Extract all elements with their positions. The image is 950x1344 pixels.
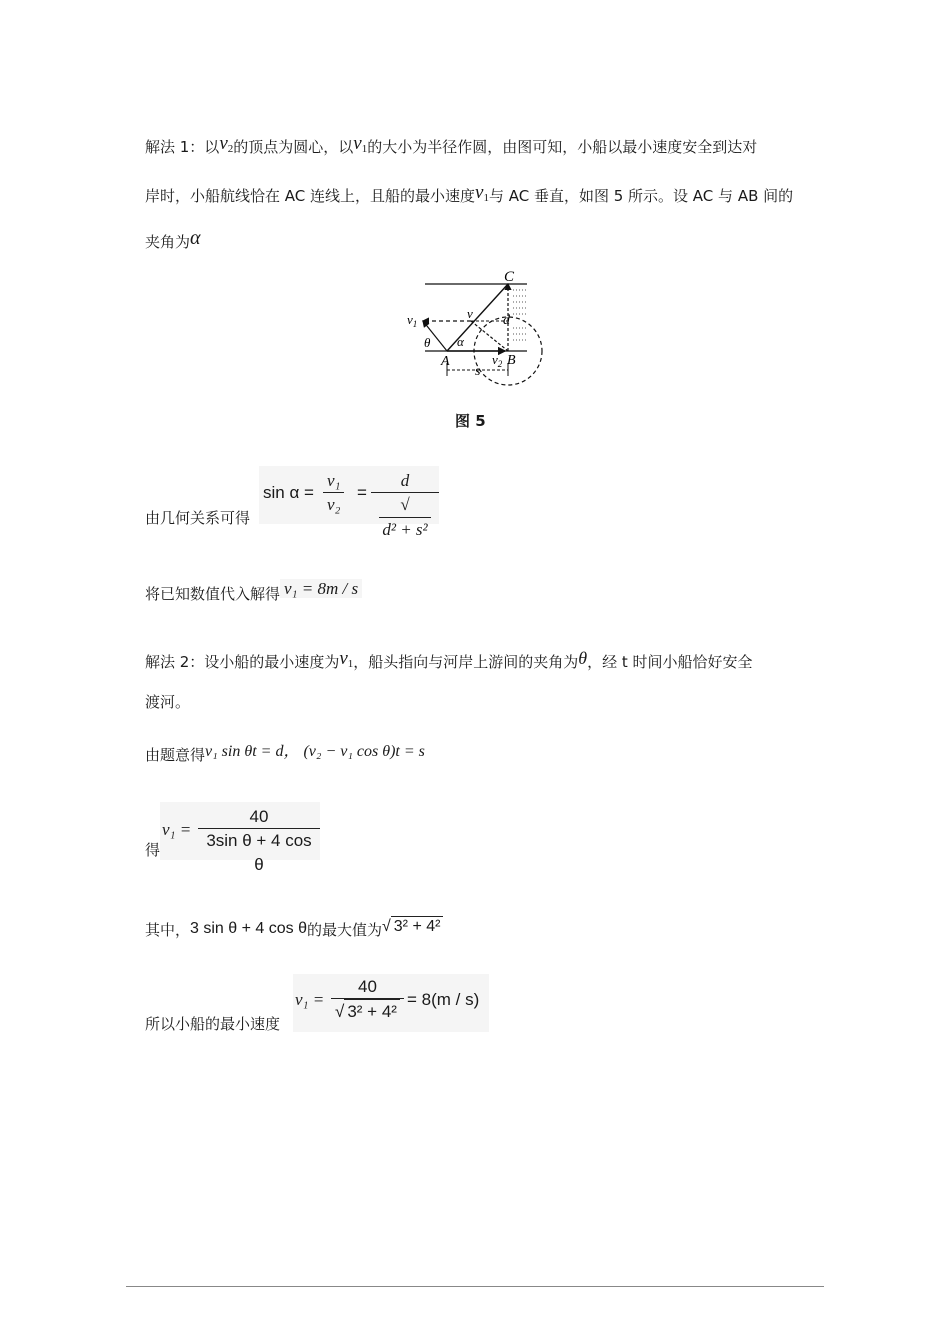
hatch-marks	[513, 290, 527, 340]
subscript: 1	[361, 143, 368, 155]
text-span: 的最大值为	[306, 921, 382, 939]
fraction-denominator: 3sin θ + 4 cos θ	[206, 831, 312, 874]
v-letter: v	[475, 182, 484, 203]
sqrt-content: 3² + 4²	[344, 999, 400, 1024]
label-alpha: α	[457, 334, 464, 349]
eq4-fraction	[198, 806, 320, 877]
eq6-prefix: 所以小船的最小速度	[145, 1015, 281, 1033]
text-span: 岸时，小船航线恰在 AC 连线上，且船的最小速度	[145, 187, 476, 205]
label-v2: $v_2$	[492, 352, 503, 369]
text-span: 的顶点为圆心，以	[233, 138, 354, 156]
v1-symbol	[353, 133, 367, 154]
eq5-expression: 3 sin θ + 4 cos θ	[190, 920, 307, 937]
eq5-root: √ 3² + 4²	[382, 918, 443, 935]
eq2-line	[145, 579, 362, 604]
eq1-prefix: 由几何关系可得	[145, 509, 251, 527]
text-span: ，经 t 时间小船恰好安全	[587, 653, 753, 671]
text-span: 由题意得	[145, 746, 206, 764]
fraction-numerator: d	[371, 470, 439, 493]
subscript: 1	[483, 192, 489, 204]
text-span: 解法 1：以	[145, 138, 220, 156]
text-span: 其中，	[145, 921, 191, 939]
eq5-line	[145, 916, 443, 940]
v-letter: v	[353, 133, 362, 154]
method1-line2	[145, 183, 793, 208]
alpha-symbol: α	[190, 227, 201, 249]
eq1-fraction2	[371, 470, 439, 542]
eq2-formula: v₁ = 8m / s	[280, 579, 362, 598]
fraction-denominator: v₂	[327, 495, 341, 514]
v1-symbol	[475, 182, 489, 203]
label-d: d	[503, 313, 510, 328]
eq3-formula: v₁ sin θt = d， (v₂ − v₁ cos θ)t = s	[205, 743, 425, 760]
sqrt-content: 3² + 4²	[391, 916, 444, 937]
figure-5-diagram	[405, 268, 550, 393]
eq1-formula	[259, 466, 439, 539]
theta-symbol: θ	[578, 648, 588, 668]
v-letter: v	[219, 133, 228, 154]
fraction-numerator: 40	[331, 976, 404, 999]
text-span: 与 AC 垂直，如图 5 所示。设 AC 与 AB 间的	[488, 187, 794, 205]
subscript: 2	[227, 143, 234, 155]
eq1-lhs: sin α =	[263, 483, 314, 502]
eq4-lhs: v₁ =	[162, 820, 192, 839]
method2-line1	[145, 648, 753, 674]
label-v: v	[467, 306, 473, 321]
label-A: A	[441, 354, 450, 369]
text-span: 的大小为半径作圆，由图可知，小船以最小速度安全到达对	[367, 138, 758, 156]
v1-symbol	[339, 648, 353, 669]
label-B: B	[507, 353, 516, 368]
eq3-line	[145, 742, 425, 765]
eq1-fraction1	[323, 470, 344, 517]
subscript: 1	[347, 658, 354, 670]
eq4-prefix: 得	[145, 841, 161, 859]
eq6-formula	[293, 974, 489, 1032]
fraction-denominator: √ 3² + 4²	[331, 999, 404, 1024]
eq6-fraction	[331, 976, 404, 1024]
fraction-denominator: √d² + s²	[371, 493, 439, 542]
eq4-formula	[160, 802, 320, 874]
label-C: C	[504, 269, 515, 285]
text-span: 将已知数值代入解得	[145, 585, 281, 603]
figure-caption: 图 5	[455, 412, 486, 430]
text-span: ，船头指向与河岸上游间的夹角为	[353, 653, 579, 671]
method2-line2: 渡河。	[145, 693, 191, 711]
footer-rule	[126, 1286, 824, 1287]
eq6-lhs: v₁ =	[295, 990, 325, 1009]
label-v1: $v_1$	[407, 312, 418, 329]
label-theta: θ	[424, 335, 431, 350]
label-s: s	[475, 364, 481, 379]
fraction-numerator: v₁	[323, 470, 344, 493]
sqrt-content: d² + s²	[379, 517, 430, 542]
fraction-numerator: 40	[198, 806, 320, 829]
v-letter: v	[339, 648, 348, 669]
v2-symbol	[219, 133, 233, 154]
text-span: 解法 2：设小船的最小速度为	[145, 653, 340, 671]
eq6-rhs: = 8(m / s)	[407, 990, 480, 1009]
equals-sign: =	[357, 483, 367, 502]
text-span: 夹角为	[145, 233, 191, 251]
method1-line3	[145, 228, 201, 252]
method1-line1	[145, 134, 757, 159]
